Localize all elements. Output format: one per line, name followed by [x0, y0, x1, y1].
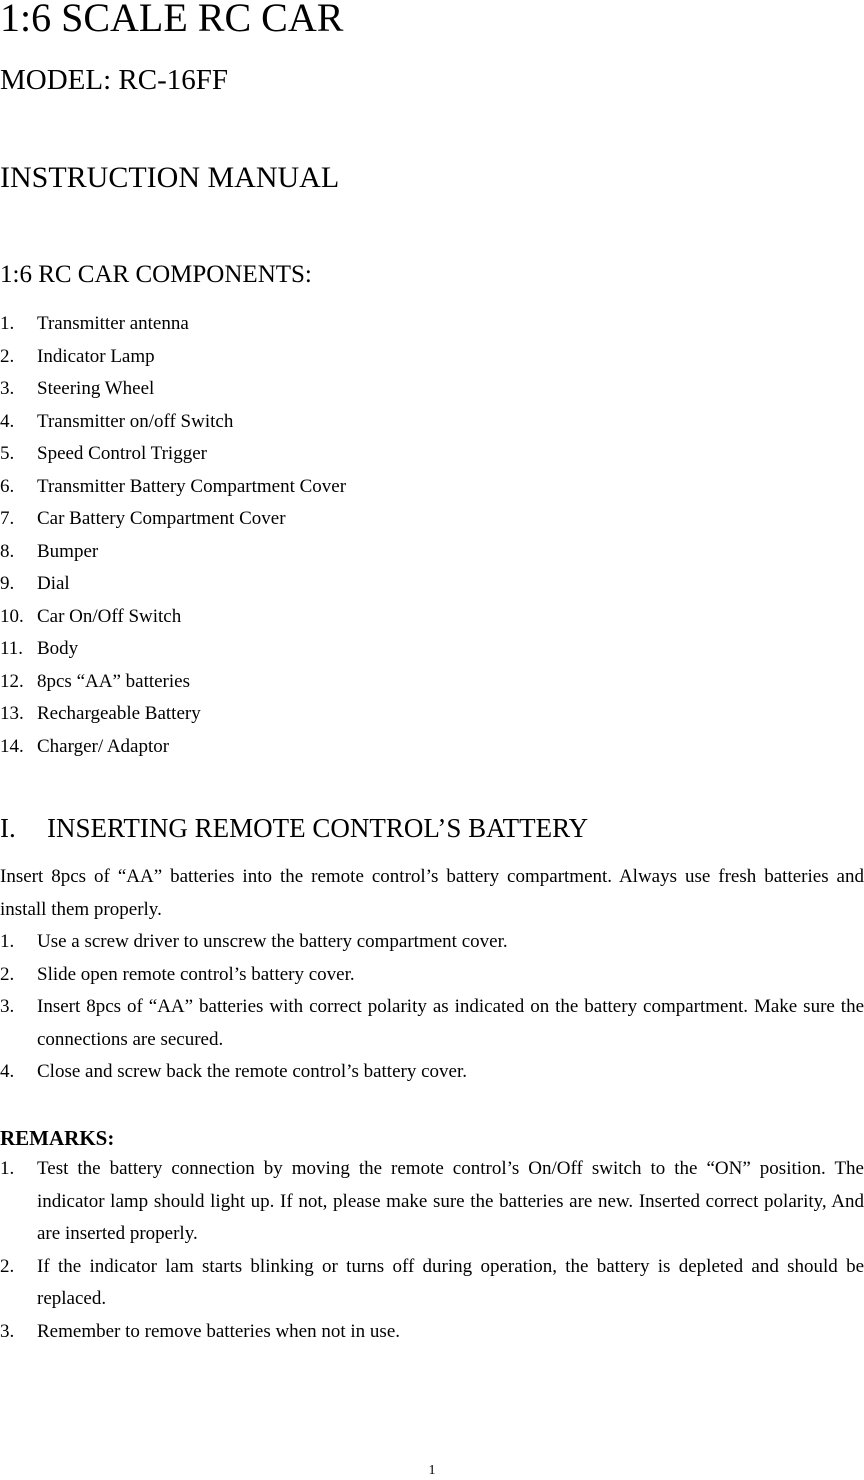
list-item: [0, 1056, 864, 1089]
list-item: [0, 568, 346, 601]
list-item: [0, 926, 864, 959]
list-item-label: 8pcs “AA” batteries: [37, 670, 190, 692]
list-item-number: 1.: [0, 313, 15, 334]
list-item-number: 10.: [0, 605, 24, 627]
list-item-number: 3.: [0, 378, 15, 399]
list-item: [0, 373, 346, 406]
manual-heading: INSTRUCTION MANUAL: [0, 161, 340, 194]
list-item: [0, 633, 346, 666]
remarks-list: [0, 1153, 864, 1348]
remarks-heading: REMARKS:: [0, 1126, 115, 1150]
list-item: [0, 406, 346, 439]
list-item-label: Car Battery Compartment Cover: [37, 508, 286, 529]
list-item: [0, 698, 346, 731]
list-item: [0, 959, 864, 992]
list-item: [0, 341, 346, 374]
list-item-number: 1.: [0, 931, 15, 952]
list-item-label: Indicator Lamp: [37, 345, 155, 367]
list-item-label: Charger/ Adaptor: [37, 735, 170, 757]
document-title: 1:6 SCALE RC CAR: [0, 0, 344, 40]
list-item: [0, 438, 346, 471]
list-item-text: Test the battery connection by moving the remote control’s On/Off switch to the “ON” position. The indicator lamp should light up. If not, please make sure the batteries are new. Inserted correct polarity, And are inserted properly.: [37, 1158, 864, 1244]
list-item-number: 2.: [0, 1255, 15, 1277]
list-item-number: 9.: [0, 573, 15, 594]
list-item-text: Close and screw back the remote control’s battery cover.: [37, 1061, 467, 1082]
components-heading: 1:6 RC CAR COMPONENTS:: [0, 261, 312, 288]
list-item-label: Dial: [37, 573, 70, 594]
section-heading: [0, 808, 588, 848]
list-item-label: Bumper: [37, 540, 99, 562]
list-item-number: 11.: [0, 638, 24, 659]
list-item-number: 13.: [0, 703, 24, 724]
list-item-label: Car On/Off Switch: [37, 605, 182, 627]
components-list: [0, 308, 346, 763]
list-item-text: If the indicator lam starts blinking or turns off during operation, the battery is depleted and should be replaced.: [37, 1255, 864, 1309]
list-item-number: 12.: [0, 670, 24, 692]
list-item-number: 3.: [0, 1320, 15, 1342]
list-item-label: Transmitter on/off Switch: [37, 410, 234, 432]
list-item-number: 2.: [0, 345, 15, 367]
list-item: [0, 1153, 864, 1251]
list-item-number: 7.: [0, 508, 15, 529]
list-item: [0, 536, 346, 569]
list-item: [0, 731, 346, 764]
page-number: 1: [428, 1463, 436, 1478]
section-title: INSERTING REMOTE CONTROL’S BATTERY: [47, 813, 589, 843]
list-item-number: 4.: [0, 1061, 15, 1082]
list-item-label: Rechargeable Battery: [37, 703, 201, 724]
list-item-text: Use a screw driver to unscrew the battery compartment cover.: [37, 931, 508, 952]
list-item: [0, 503, 346, 536]
model-label: MODEL: RC-16FF: [0, 64, 229, 96]
section-number: I.: [0, 813, 16, 843]
list-item-number: 4.: [0, 410, 15, 432]
steps-list: [0, 926, 864, 1089]
list-item: [0, 1316, 864, 1349]
section-intro: Insert 8pcs of “AA” batteries into the remote control’s battery compartment. Always use fresh batteries and install them properly.: [0, 866, 864, 920]
list-item: [0, 1251, 864, 1316]
list-item-number: 14.: [0, 735, 24, 757]
list-item-number: 6.: [0, 475, 15, 497]
list-item-label: Transmitter Battery Compartment Cover: [37, 475, 347, 497]
list-item-number: 5.: [0, 443, 15, 464]
list-item-text: Slide open remote control’s battery cover.: [37, 963, 355, 985]
list-item-label: Steering Wheel: [37, 378, 155, 399]
list-item-text: Remember to remove batteries when not in use.: [37, 1320, 401, 1342]
list-item: [0, 308, 346, 341]
list-item-number: 8.: [0, 540, 15, 562]
list-item-text: Insert 8pcs of “AA” batteries with correct polarity as indicated on the battery compartment. Make sure the connections are secured.: [37, 996, 864, 1050]
list-item-label: Body: [37, 638, 79, 659]
list-item: [0, 991, 864, 1056]
list-item-number: 3.: [0, 996, 15, 1017]
list-item: [0, 601, 346, 634]
list-item: [0, 471, 346, 504]
list-item-number: 2.: [0, 963, 15, 985]
list-item-label: Transmitter antenna: [37, 313, 189, 334]
list-item-number: 1.: [0, 1158, 15, 1179]
list-item: [0, 666, 346, 699]
list-item-label: Speed Control Trigger: [37, 443, 207, 464]
